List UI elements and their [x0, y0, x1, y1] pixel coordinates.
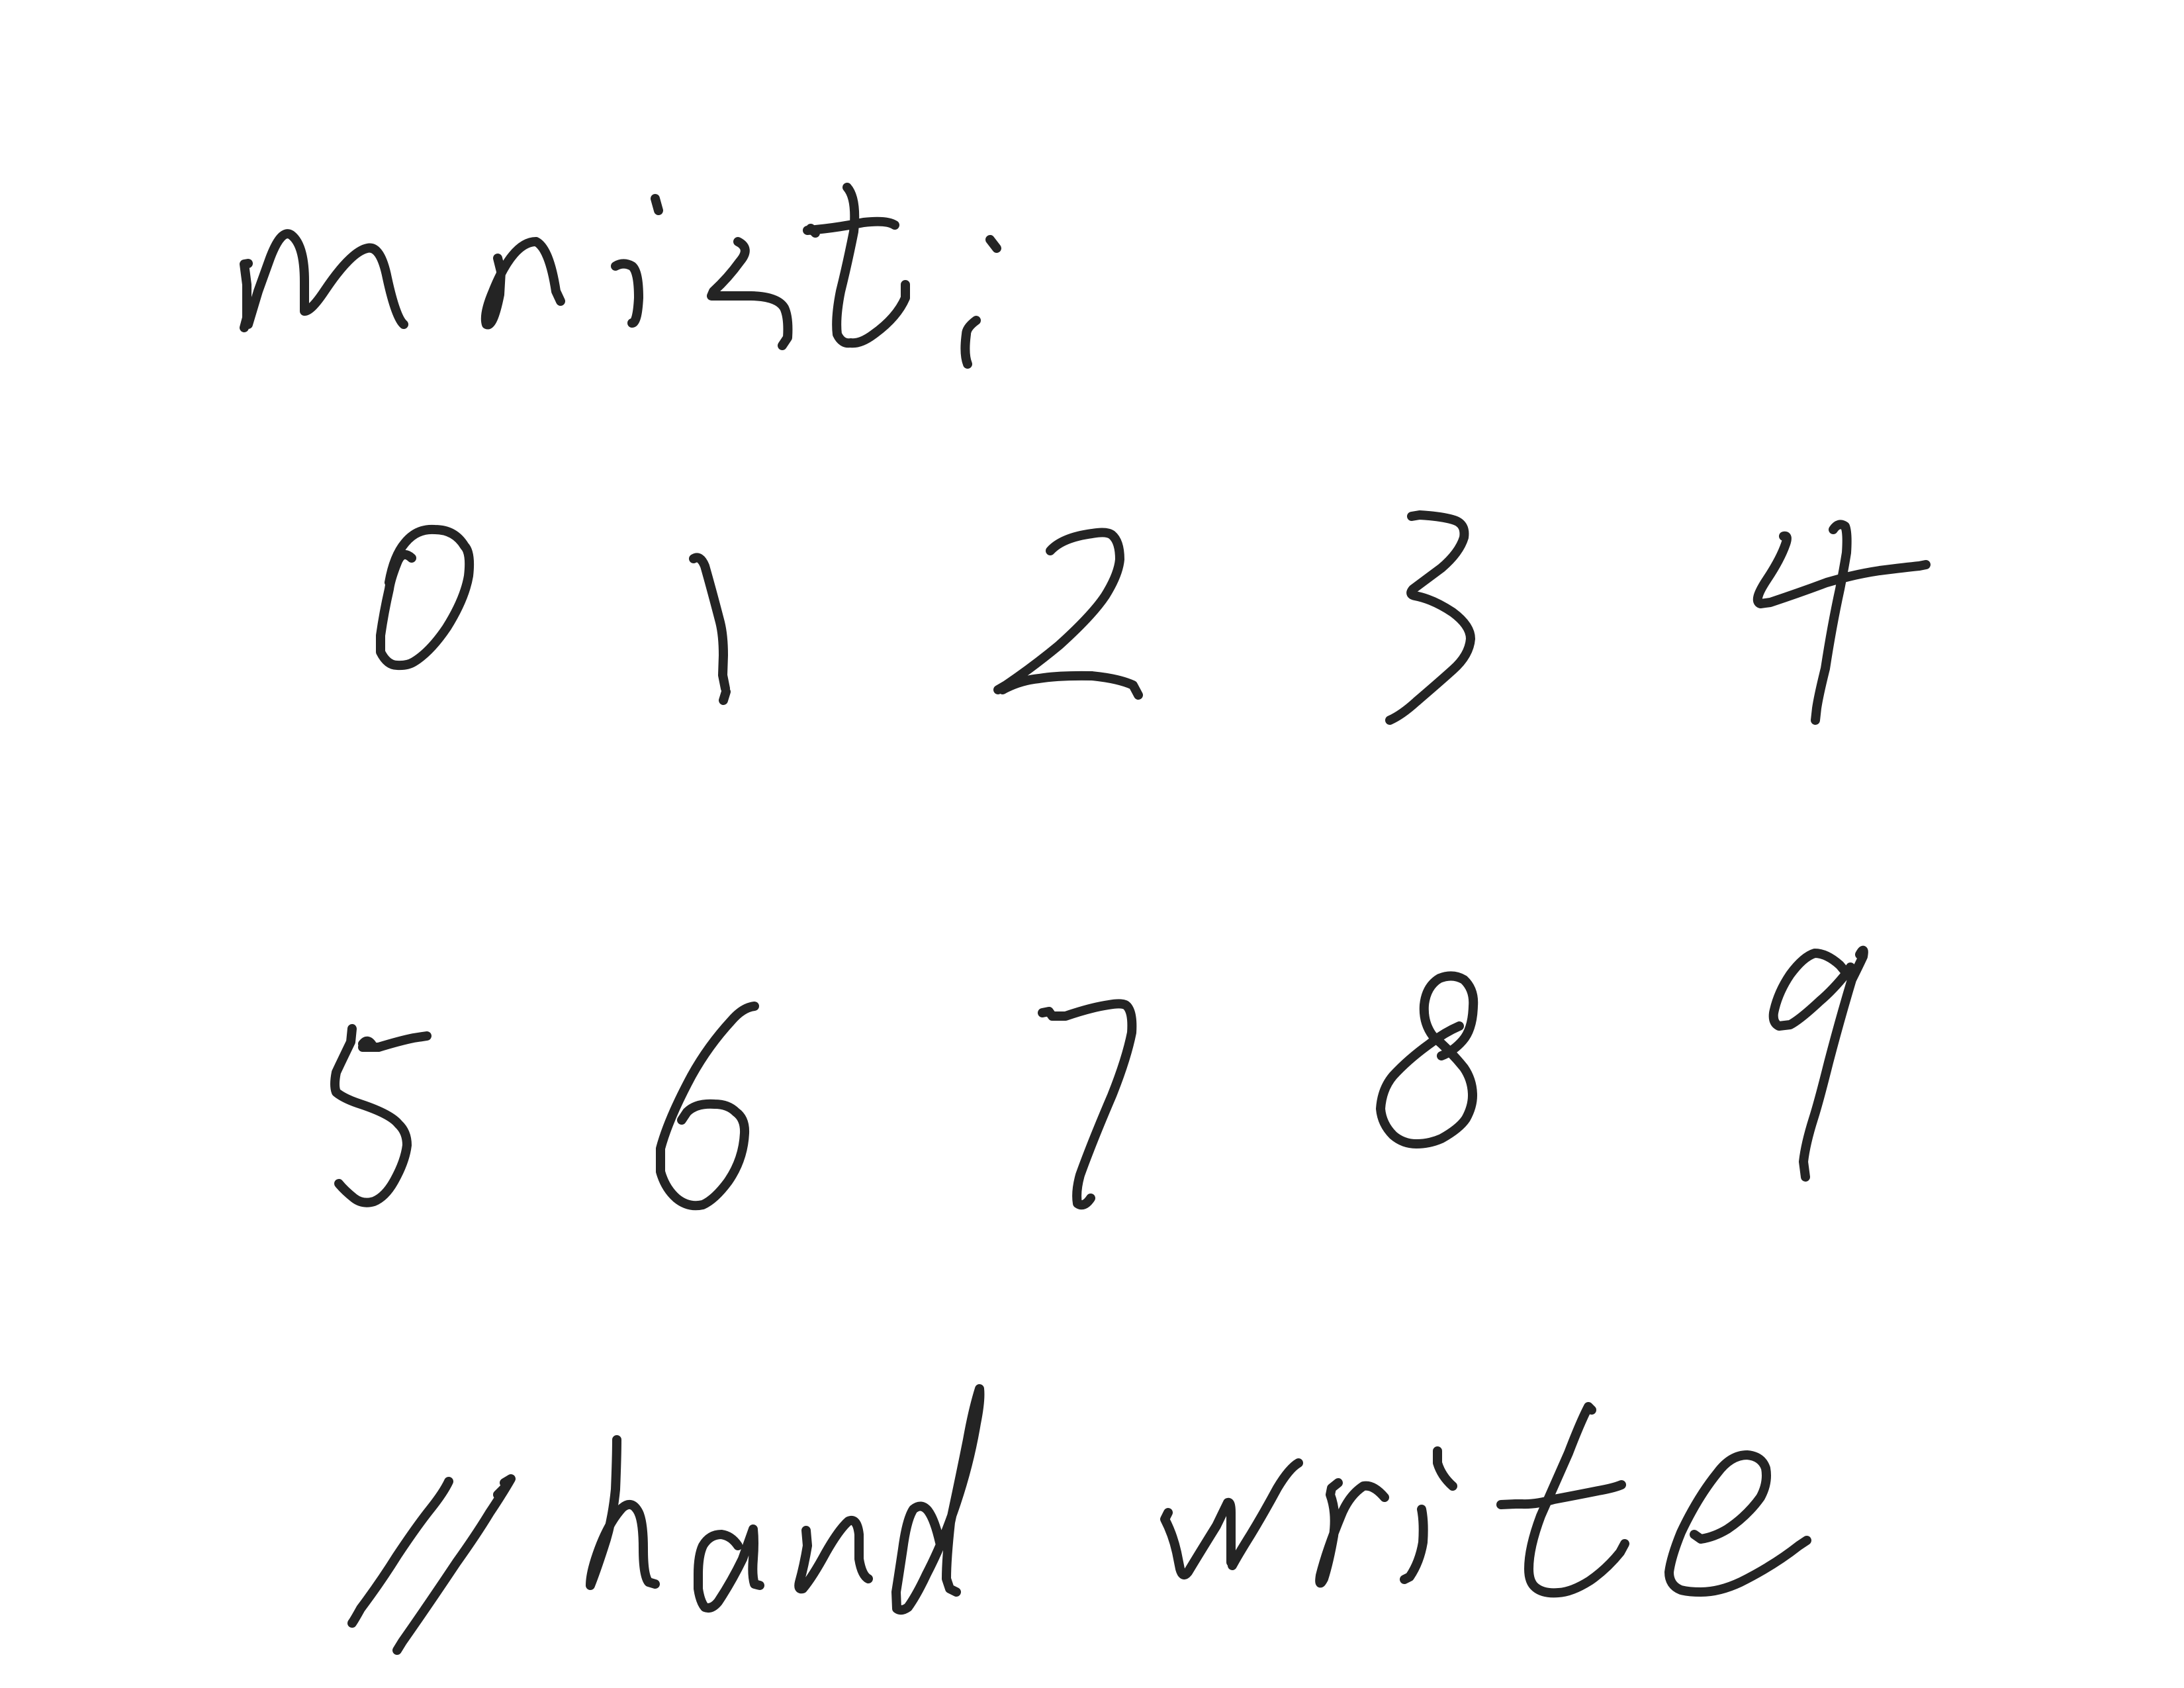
- glyph-t: [807, 187, 905, 343]
- digit-8: [1381, 976, 1473, 1144]
- glyph-a: [698, 1529, 760, 1608]
- glyph-r: [1320, 1483, 1385, 1583]
- glyph-h: [590, 1440, 655, 1585]
- digit-5: [335, 1029, 427, 1203]
- glyph-w: [1165, 1463, 1298, 1575]
- digit-2: [998, 532, 1138, 695]
- digit-4: [1758, 524, 1926, 720]
- glyph-t-2: [1501, 1407, 1625, 1593]
- glyph-slash-2: [397, 1479, 511, 1650]
- comment-handwriting: [352, 1389, 1807, 1650]
- glyph-z: [711, 242, 788, 346]
- glyph-i-3: [1404, 1451, 1453, 1579]
- digit-1: [694, 557, 726, 700]
- digits-row-2: [335, 951, 1864, 1206]
- digit-6: [660, 1006, 754, 1205]
- glyph-e: [1669, 1455, 1807, 1592]
- glyph-d: [896, 1389, 979, 1610]
- title-handwriting: [244, 187, 997, 364]
- digit-0: [381, 530, 469, 665]
- digit-9: [1774, 951, 1864, 1177]
- glyph-i-2: [965, 240, 997, 364]
- digits-row-1: [381, 515, 1926, 720]
- glyph-m: [244, 234, 404, 328]
- digit-7: [1042, 1004, 1132, 1205]
- glyph-n: [486, 242, 561, 324]
- digit-3: [1390, 515, 1471, 720]
- glyph-i: [615, 199, 659, 323]
- glyph-n-2: [799, 1521, 868, 1589]
